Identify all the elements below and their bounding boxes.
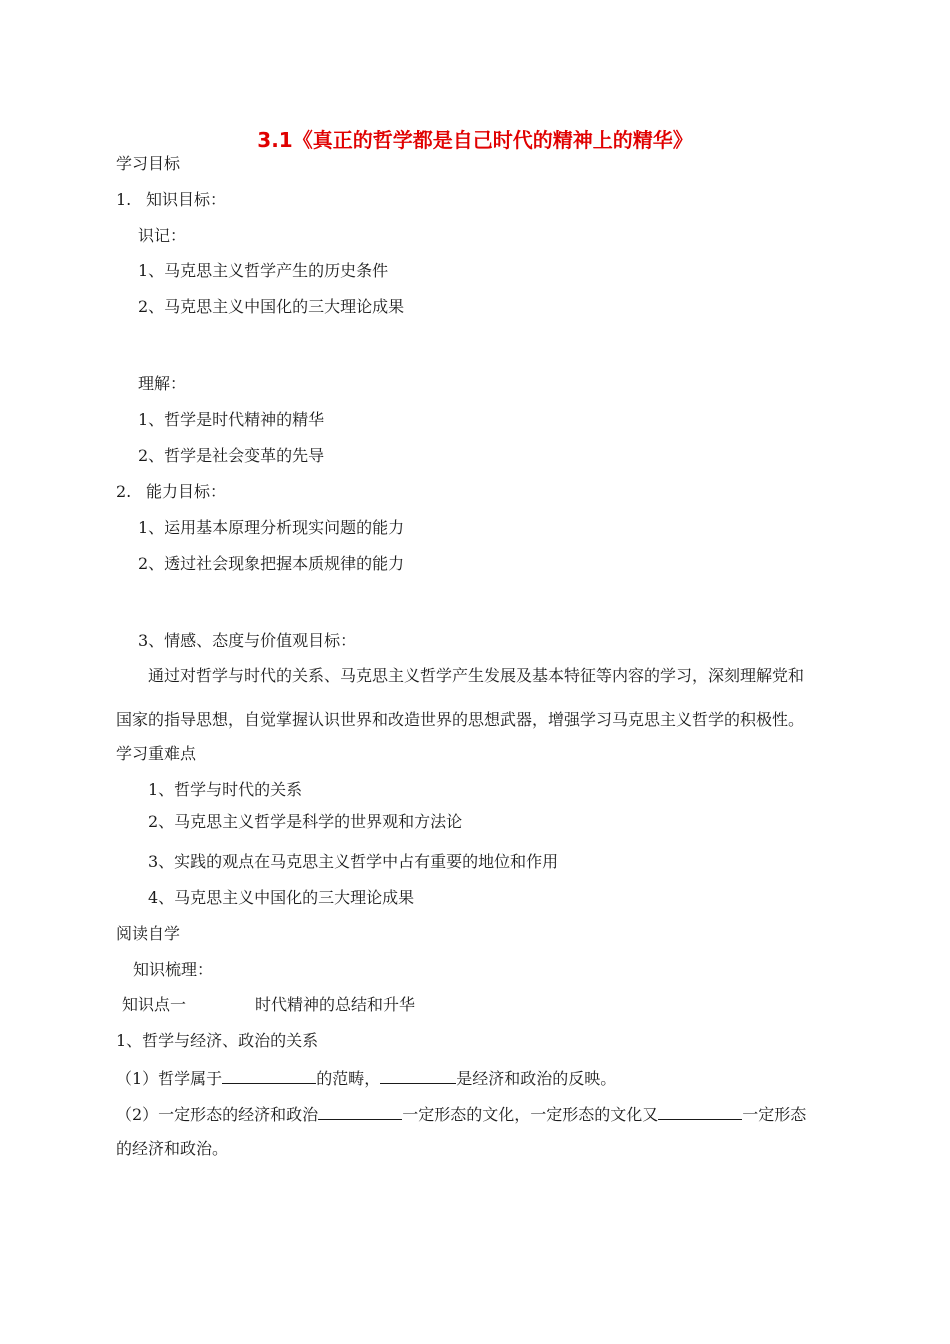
key-point-item: 3、实践的观点在马克思主义哲学中占有重要的地位和作用 (148, 852, 559, 871)
recall-item: 2、马克思主义中国化的三大理论成果 (138, 297, 405, 316)
question-2 (116, 1103, 806, 1125)
understand-label: 理解： (138, 374, 187, 393)
knowledge-number: 1. (116, 190, 132, 209)
question-1 (116, 1067, 616, 1089)
emotion-text-line: 国家的指导思想，自觉掌握认识世界和改造世界的思想武器，增强学习马克思主义哲学的积极性。 (116, 710, 805, 729)
ability-number: 2. (116, 482, 132, 501)
knowledge-objective (116, 190, 226, 210)
key-point-item: 4、马克思主义中国化的三大理论成果 (148, 888, 415, 907)
fill-blank[interactable] (318, 1103, 402, 1120)
question-1-middle: 的范畴， (316, 1069, 381, 1088)
understand-item: 2、哲学是社会变革的先导 (138, 446, 325, 465)
understand-item: 1、哲学是时代精神的精华 (138, 410, 325, 429)
document-title: 3.1《真正的哲学都是自己时代的精神上的精华》 (257, 128, 693, 152)
key-points-heading: 学习重难点 (116, 744, 197, 763)
reading-heading: 阅读自学 (116, 924, 181, 943)
question-2-prefix: （2）一定形态的经济和政治 (116, 1105, 319, 1124)
question-1-suffix: 是经济和政治的反映。 (456, 1069, 617, 1088)
question-1-prefix: （1）哲学属于 (116, 1069, 223, 1088)
question-2-continuation: 的经济和政治。 (116, 1139, 229, 1158)
knowledge-point-title: 时代精神的总结和升华 (255, 995, 416, 1014)
emotion-text-line: 通过对哲学与时代的关系、马克思主义哲学产生发展及基本特征等内容的学习，深刻理解党和 (148, 666, 805, 685)
fill-blank[interactable] (658, 1103, 742, 1120)
knowledge-point-label: 知识点一 (122, 995, 187, 1014)
question-2-suffix: 一定形态 (742, 1105, 807, 1124)
emotion-label: 3、情感、态度与价值观目标： (138, 631, 357, 650)
question-2-middle: 一定形态的文化，一定形态的文化又 (402, 1105, 659, 1124)
objectives-heading: 学习目标 (116, 154, 181, 173)
knowledge-sort-label: 知识梳理： (133, 960, 214, 979)
key-point-item: 2、马克思主义哲学是科学的世界观和方法论 (148, 812, 463, 831)
fill-blank[interactable] (222, 1067, 316, 1084)
key-point-item: 1、哲学与时代的关系 (148, 780, 303, 799)
recall-label: 识记： (138, 226, 187, 245)
ability-item: 2、透过社会现象把握本质规律的能力 (138, 554, 405, 573)
fill-blank[interactable] (380, 1067, 456, 1084)
ability-label: 能力目标： (146, 482, 227, 501)
knowledge-label: 知识目标： (146, 190, 227, 209)
ability-objective (116, 482, 226, 502)
recall-item: 1、马克思主义哲学产生的历史条件 (138, 261, 389, 280)
ability-item: 1、运用基本原理分析现实问题的能力 (138, 518, 405, 537)
section-heading: 1、哲学与经济、政治的关系 (116, 1031, 319, 1050)
